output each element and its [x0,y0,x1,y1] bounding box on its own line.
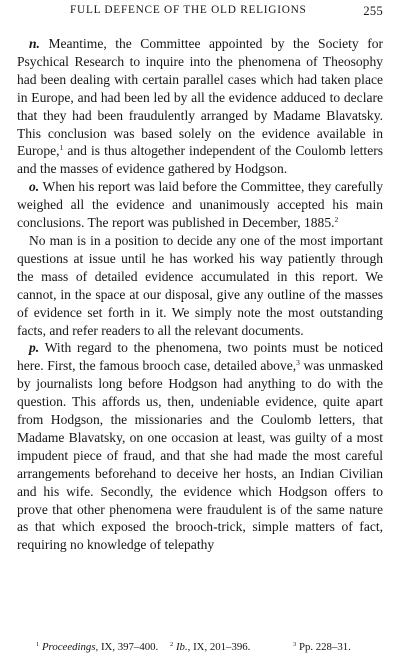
paragraph-text: With regard to the phenomena, two points must be noticed here. First, the famous brooch case, detailed above, [17,340,383,374]
paragraph-n [17,35,383,178]
paragraph-o [17,178,383,232]
section-marker: n. [29,36,40,51]
footnote-1: $^1$ Proceedings, IX, 397–400. [36,641,159,653]
paragraph-p [17,339,383,554]
footnote-3: $^3$ Pp. 228–31. [293,641,351,653]
paragraph-text: No man is in a position to decide any one of the most important questions at issue until he has worked his way patiently through the mass of detailed evidence accumulated in this report. We cannot, in the space at our disposal, give any outline of the masses of evidence set forth in it. We simply note the most outstanding facts, and refer readers to all the relevant documents. [17,232,383,338]
footnote-ref: 2 [334,215,339,225]
paragraph-text: When his report was laid before the Committee, they carefully weighed all the evidence and unanimously accepted his main conclusions. The report was published in December, 1885. [17,179,383,231]
paragraph-text: Meantime, the Committee appointed by the Society for Psychical Research to inquire into the phenomena of Theosophy had been dealing with certain parallel cases which had taken place in Europe, and had been led by all the evidence adduced to declare that they had been fraudulently arranged by Madame Blavatsky. This conclusion was based solely on the evidence available in Europe, [17,36,383,159]
section-marker: o. [29,179,40,195]
footnote-ref: 1 [59,143,64,153]
paragraph-text-cont: and is thus altogether independent of the Coulomb letters and the masses of evidence gathered by Hodgson. [17,143,383,177]
running-header [70,4,383,20]
footnote-ref: 3 [296,358,300,368]
section-marker: p. [29,340,40,356]
footnote-2: $^2$ Ib., IX, 201–396. [170,641,251,653]
running-title: FULL DEFENCE OF THE OLD RELIGIONS [70,4,307,16]
page-number: 255 [363,4,383,18]
body-text [17,35,383,554]
paragraph-unmarked [17,232,383,339]
paragraph-text-cont: was unmasked by journalists long before Hodgson had anything to do with the question. This affords us, then, undeniable evidence, quite apart from Hodgson, the missionaries and the Coulomb letters, that Madame Blavatsky, on one occasion at least, was guilty of a most impudent piece of fraud, and that she had made the most careful arrangements beforehand to deceive her hosts, an Indian Civilian and his wife. Secondly, the evidence which Hodgson offers to prove that other phenomena were fraudulent is of the same nature as that which exposed the brooch-trick, simple matters of fact, requiring no knowledge of telepathy [17,358,383,553]
